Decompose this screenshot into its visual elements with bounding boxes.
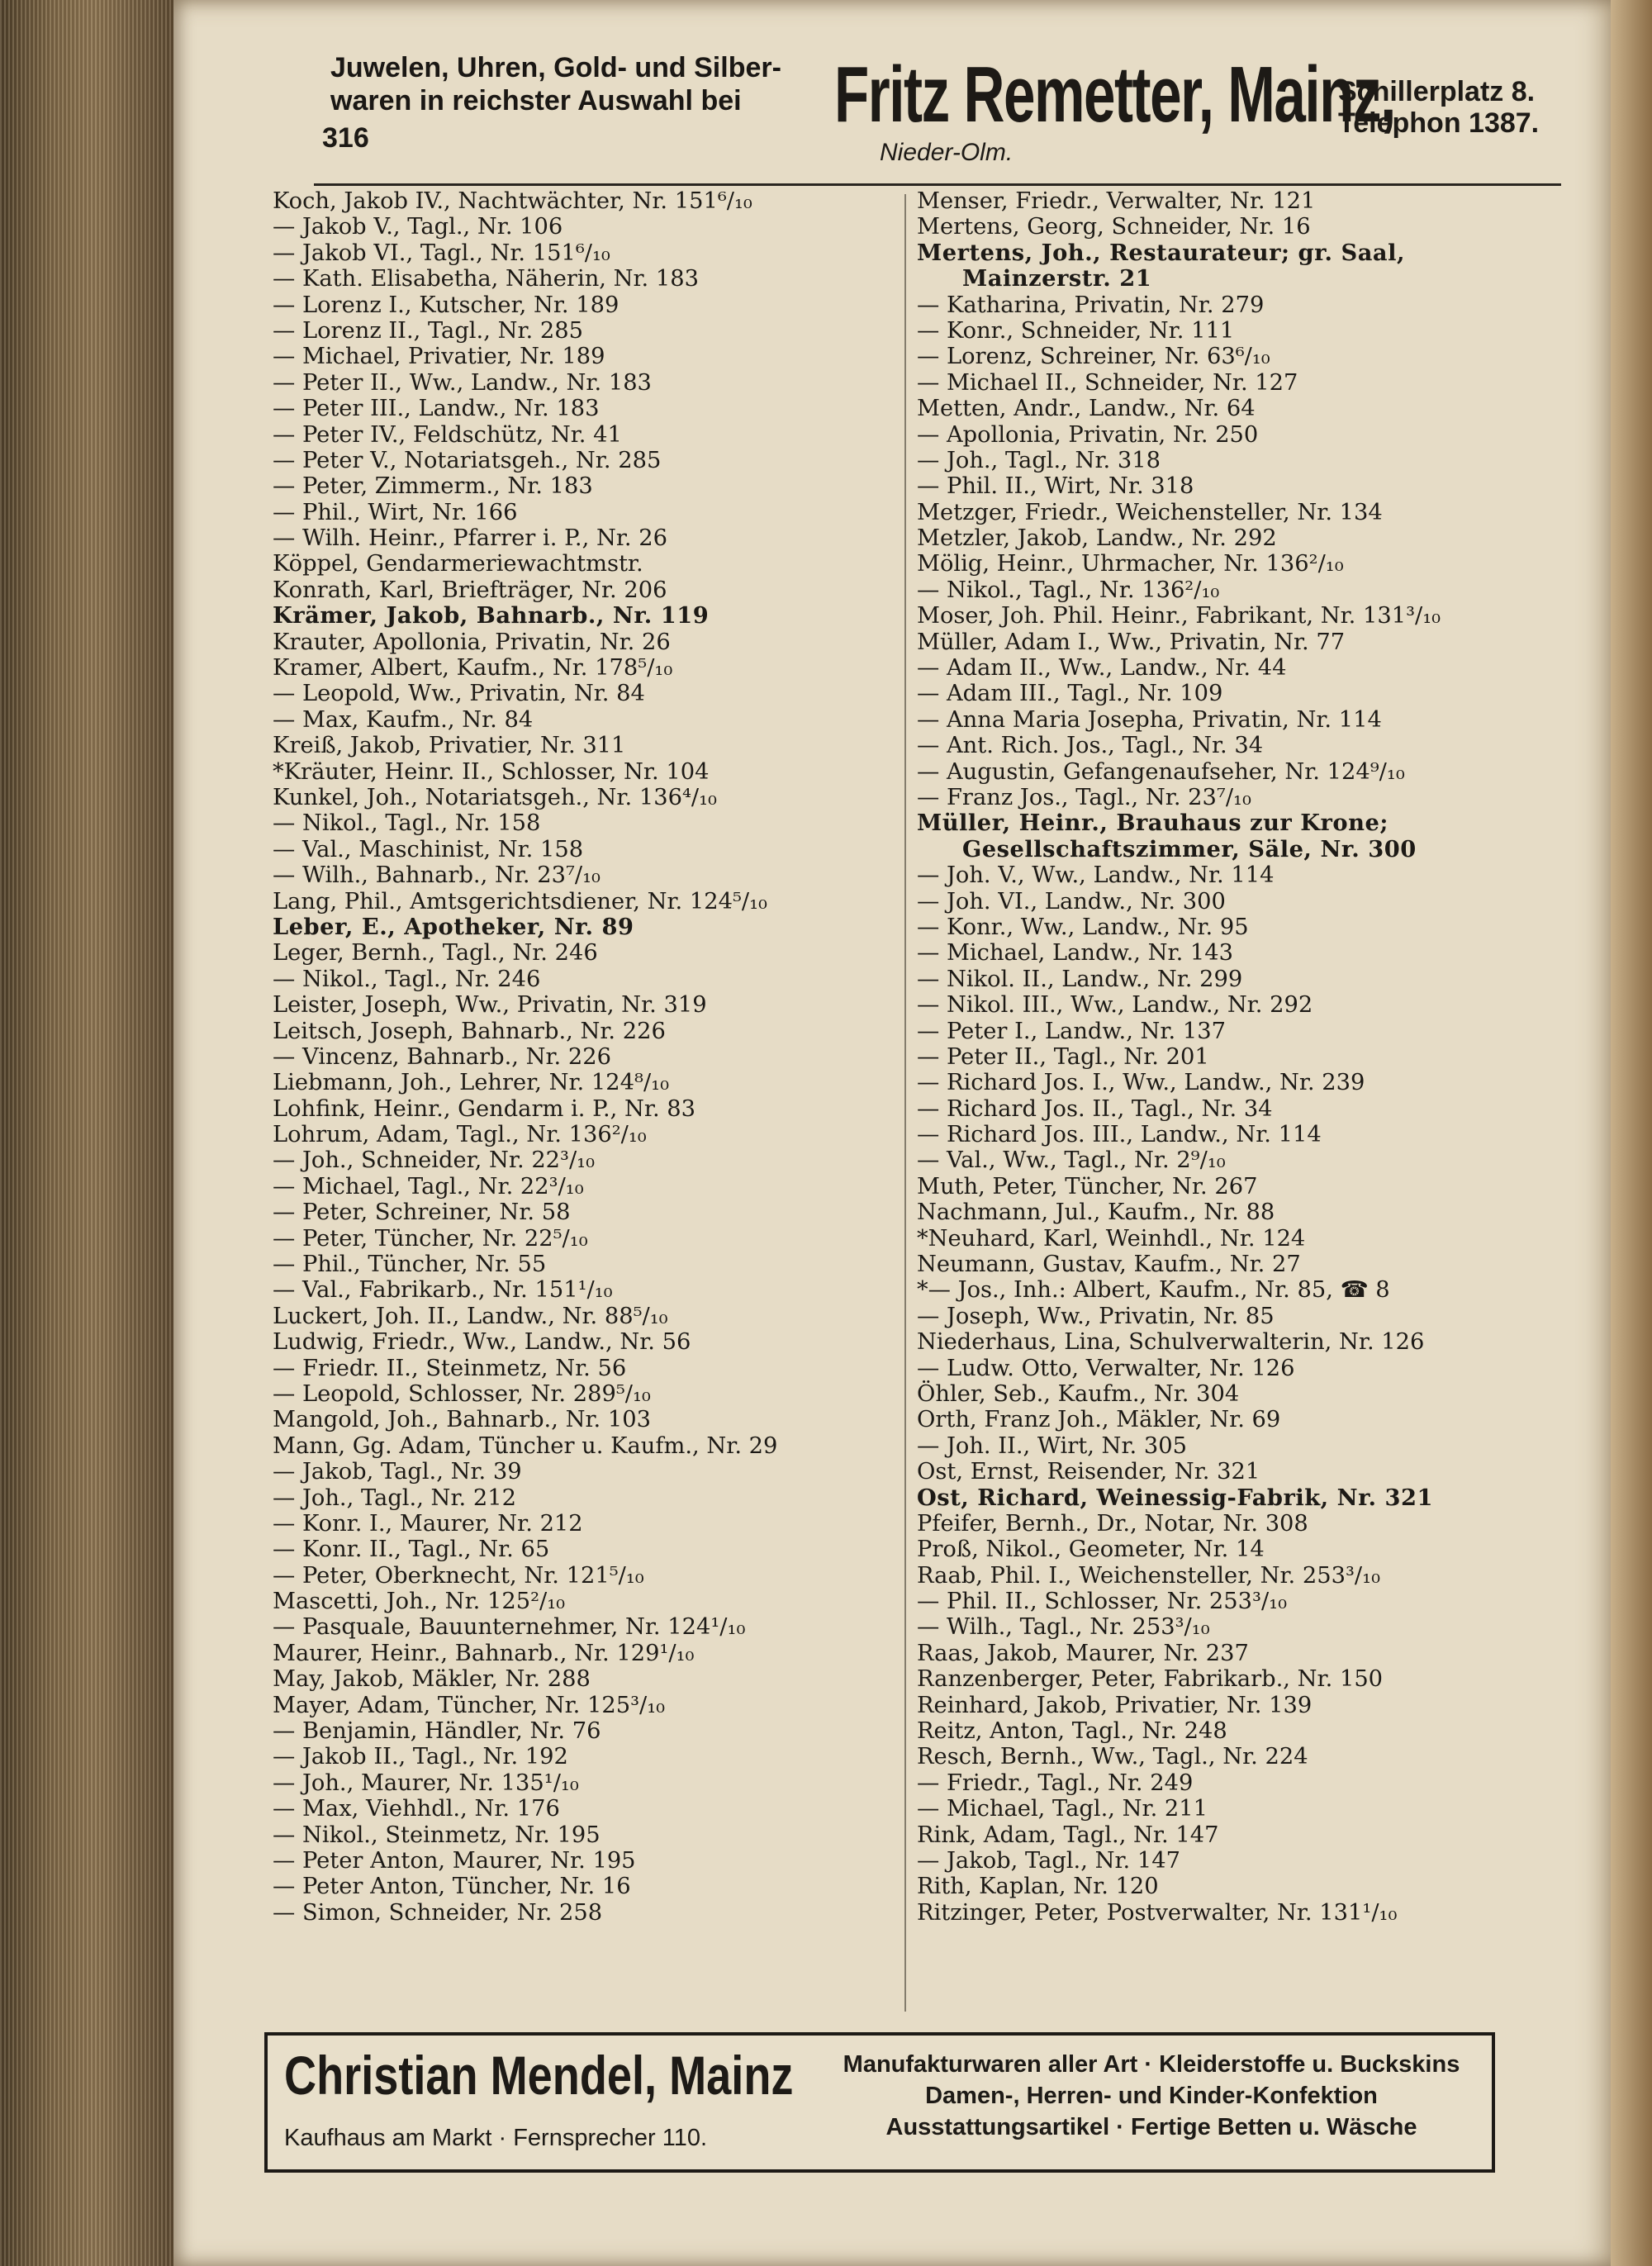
directory-entry: — Kath. Elisabetha, Näherin, Nr. 183: [273, 266, 700, 292]
directory-entry: Leber, E., Apotheker, Nr. 89: [273, 913, 634, 940]
directory-entry: — Max, Kaufm., Nr. 84: [273, 706, 534, 733]
directory-entry: — Simon, Schneider, Nr. 258: [273, 1899, 603, 1926]
directory-entry: Reitz, Anton, Tagl., Nr. 248: [917, 1718, 1227, 1745]
directory-entry: — Ant. Rich. Jos., Tagl., Nr. 34: [917, 733, 1264, 759]
directory-entry: — Pasquale, Bauunternehmer, Nr. 124¹/₁₀: [273, 1614, 746, 1641]
directory-entry: — Katharina, Privatin, Nr. 279: [917, 292, 1265, 318]
header-subtitle: Nieder-Olm.: [880, 139, 1014, 166]
directory-entry: Nachmann, Jul., Kaufm., Nr. 88: [917, 1200, 1275, 1226]
directory-entry: *Neuhard, Karl, Weinhdl., Nr. 124: [917, 1225, 1306, 1252]
directory-entry: Ludwig, Friedr., Ww., Landw., Nr. 56: [273, 1329, 691, 1356]
book-gutter: [0, 0, 173, 2266]
directory-entry: Luckert, Joh. II., Landw., Nr. 88⁵/₁₀: [273, 1303, 668, 1329]
directory-entry: — Max, Viehhdl., Nr. 176: [273, 1796, 560, 1822]
directory-entry: — Konr., Ww., Landw., Nr. 95: [917, 914, 1249, 940]
directory-entry: — Peter, Tüncher, Nr. 22⁵/₁₀: [273, 1225, 588, 1252]
directory-entry: Leister, Joseph, Ww., Privatin, Nr. 319: [273, 992, 707, 1019]
directory-entry: Menser, Friedr., Verwalter, Nr. 121: [917, 188, 1316, 214]
directory-entry: — Michael, Tagl., Nr. 211: [917, 1796, 1208, 1822]
directory-entry: Kramer, Albert, Kaufm., Nr. 178⁵/₁₀: [273, 655, 673, 682]
directory-entry: — Richard Jos. I., Ww., Landw., Nr. 239: [917, 1070, 1365, 1096]
directory-entry: Lohrum, Adam, Tagl., Nr. 136²/₁₀: [273, 1122, 647, 1148]
directory-entry: — Michael, Privatier, Nr. 189: [273, 344, 605, 370]
directory-entry: — Peter, Zimmerm., Nr. 183: [273, 473, 593, 500]
directory-entry: — Jakob II., Tagl., Nr. 192: [273, 1744, 568, 1770]
directory-entry: Kunkel, Joh., Notariatsgeh., Nr. 136⁴/₁₀: [273, 784, 717, 810]
directory-entry: — Val., Maschinist, Nr. 158: [273, 836, 584, 862]
directory-entry: — Jakob, Tagl., Nr. 39: [273, 1459, 522, 1485]
directory-entry: Mangold, Joh., Bahnarb., Nr. 103: [273, 1407, 651, 1433]
directory-entry: Mayer, Adam, Tüncher, Nr. 125³/₁₀: [273, 1692, 666, 1718]
directory-entry: — Peter Anton, Tüncher, Nr. 16: [273, 1874, 631, 1900]
directory-entry: Gesellschaftszimmer, Säle, Nr. 300: [962, 835, 1417, 862]
directory-entry: — Adam II., Ww., Landw., Nr. 44: [917, 655, 1287, 682]
directory-entry: — Konr. II., Tagl., Nr. 65: [273, 1537, 550, 1563]
directory-entry: Raab, Phil. I., Weichensteller, Nr. 253³/₁₀: [917, 1562, 1381, 1589]
directory-entry: — Joh., Tagl., Nr. 318: [917, 447, 1161, 473]
directory-entry: — Augustin, Gefangenaufseher, Nr. 124⁹/₁₀: [917, 758, 1405, 785]
directory-entry: Leitsch, Joseph, Bahnarb., Nr. 226: [273, 1018, 666, 1044]
directory-entry: — Phil., Tüncher, Nr. 55: [273, 1252, 547, 1278]
directory-entry: — Phil., Wirt, Nr. 166: [273, 499, 518, 525]
directory-entry: Maurer, Heinr., Bahnarb., Nr. 129¹/₁₀: [273, 1640, 695, 1666]
directory-entry: Metzler, Jakob, Landw., Nr. 292: [917, 525, 1277, 552]
directory-entry: Ritzinger, Peter, Postverwalter, Nr. 131¹/₁₀: [917, 1899, 1398, 1926]
directory-entry: — Peter II., Tagl., Nr. 201: [917, 1043, 1209, 1070]
directory-entry: Kreiß, Jakob, Privatier, Nr. 311: [273, 733, 626, 759]
directory-entry: — Peter, Schreiner, Nr. 58: [273, 1200, 571, 1226]
directory-entry: Konrath, Karl, Briefträger, Nr. 206: [273, 577, 667, 603]
directory-entry: — Lorenz, Schreiner, Nr. 63⁶/₁₀: [917, 344, 1270, 370]
directory-entry: — Phil. II., Schlosser, Nr. 253³/₁₀: [917, 1589, 1288, 1615]
header-ad-line2: waren in reichster Auswahl bei: [330, 85, 742, 116]
directory-entry: — Joh. V., Ww., Landw., Nr. 114: [917, 862, 1275, 889]
directory-entry: — Leopold, Ww., Privatin, Nr. 84: [273, 681, 645, 707]
directory-entry: — Joh. II., Wirt, Nr. 305: [917, 1432, 1187, 1459]
directory-entry: — Konr., Schneider, Nr. 111: [917, 317, 1235, 344]
directory-entry: — Nikol. III., Ww., Landw., Nr. 292: [917, 992, 1313, 1019]
directory-entry: Rith, Kaplan, Nr. 120: [917, 1874, 1159, 1900]
directory-entry: Ranzenberger, Peter, Fabrikarb., Nr. 150: [917, 1666, 1384, 1693]
directory-entry: — Joh., Tagl., Nr. 212: [273, 1485, 516, 1511]
ad-products-line3: Ausstattungsartikel · Fertige Betten u. Wäsche: [885, 2114, 1417, 2140]
header-divider: [314, 183, 1561, 186]
directory-entry: — Jakob V., Tagl., Nr. 106: [273, 214, 563, 240]
directory-entry: — Lorenz II., Tagl., Nr. 285: [273, 317, 583, 344]
directory-entry: — Apollonia, Privatin, Nr. 250: [917, 421, 1259, 448]
directory-entry: Rink, Adam, Tagl., Nr. 147: [917, 1822, 1219, 1848]
page-number: 316: [322, 122, 369, 154]
directory-entry: — Ludw. Otto, Verwalter, Nr. 126: [917, 1355, 1295, 1381]
directory-entry: — Richard Jos. II., Tagl., Nr. 34: [917, 1095, 1273, 1122]
directory-entry: Mainzerstr. 21: [962, 265, 1152, 292]
directory-entry: Lang, Phil., Amtsgerichtsdiener, Nr. 124⁵/₁₀: [273, 888, 767, 914]
directory-entry: Leger, Bernh., Tagl., Nr. 246: [273, 940, 598, 967]
directory-entry: — Joh., Schneider, Nr. 22³/₁₀: [273, 1147, 596, 1174]
directory-entry: — Vincenz, Bahnarb., Nr. 226: [273, 1043, 611, 1070]
directory-entry: — Konr. I., Maurer, Nr. 212: [273, 1510, 583, 1537]
directory-entry: Mann, Gg. Adam, Tüncher u. Kaufm., Nr. 29: [273, 1432, 778, 1459]
directory-column-right: [917, 188, 1561, 1926]
directory-entry: — Peter Anton, Maurer, Nr. 195: [273, 1848, 636, 1874]
directory-entry: Raas, Jakob, Maurer, Nr. 237: [917, 1640, 1249, 1666]
directory-entry: Reinhard, Jakob, Privatier, Nr. 139: [917, 1692, 1313, 1718]
ad-products-line1: Manufakturwaren aller Art · Kleiderstoffe u. Buckskins: [843, 2051, 1460, 2078]
header-ad-line1: Juwelen, Uhren, Gold- und Silber-: [330, 52, 781, 83]
directory-entry: Resch, Bernh., Ww., Tagl., Nr. 224: [917, 1744, 1308, 1770]
directory-entry: Öhler, Seb., Kaufm., Nr. 304: [917, 1380, 1240, 1407]
directory-entry: — Adam III., Tagl., Nr. 109: [917, 681, 1223, 707]
directory-entry: Moser, Joh. Phil. Heinr., Fabrikant, Nr. 131³/₁₀: [917, 603, 1441, 629]
header-jeweler-ad: [330, 51, 826, 117]
directory-entry: Orth, Franz Joh., Mäkler, Nr. 69: [917, 1407, 1281, 1433]
directory-entry: — Jakob VI., Tagl., Nr. 151⁶/₁₀: [273, 240, 610, 266]
directory-entry: Mertens, Georg, Schneider, Nr. 16: [917, 214, 1311, 240]
directory-entry: — Peter, Oberknecht, Nr. 121⁵/₁₀: [273, 1562, 644, 1589]
directory-entry: Müller, Heinr., Brauhaus zur Krone;: [917, 810, 1389, 837]
directory-entry: — Leopold, Schlosser, Nr. 289⁵/₁₀: [273, 1380, 651, 1407]
directory-entry: Koch, Jakob IV., Nachtwächter, Nr. 151⁶/₁₀: [273, 188, 752, 214]
directory-entry: Mertens, Joh., Restaurateur; gr. Saal,: [917, 239, 1405, 266]
directory-entry: Müller, Adam I., Ww., Privatin, Nr. 77: [917, 629, 1346, 655]
directory-entry: — Wilh., Bahnarb., Nr. 23⁷/₁₀: [273, 862, 601, 889]
directory-entry: — Peter V., Notariatsgeh., Nr. 285: [273, 447, 662, 473]
directory-entry: — Nikol., Tagl., Nr. 136²/₁₀: [917, 577, 1220, 603]
directory-column-left: [273, 188, 900, 1926]
directory-entry: Lohfink, Heinr., Gendarm i. P., Nr. 83: [273, 1095, 696, 1122]
directory-entry: — Benjamin, Händler, Nr. 76: [273, 1718, 601, 1745]
directory-entry: — Joh., Maurer, Nr. 135¹/₁₀: [273, 1770, 579, 1796]
header-contact: [1338, 76, 1602, 139]
directory-entry: — Wilh. Heinr., Pfarrer i. P., Nr. 26: [273, 525, 667, 552]
directory-entry: — Lorenz I., Kutscher, Nr. 189: [273, 292, 620, 318]
directory-entry: *Kräuter, Heinr. II., Schlosser, Nr. 104: [273, 758, 710, 785]
directory-entry: — Michael, Tagl., Nr. 22³/₁₀: [273, 1173, 584, 1200]
directory-entry: — Michael II., Schneider, Nr. 127: [917, 369, 1298, 396]
directory-entry: — Peter IV., Feldschütz, Nr. 41: [273, 421, 622, 448]
ad-products: [821, 2049, 1482, 2143]
header-phone: Telephon 1387.: [1338, 107, 1540, 139]
directory-entry: May, Jakob, Mäkler, Nr. 288: [273, 1666, 591, 1693]
directory-entry: Proß, Nikol., Geometer, Nr. 14: [917, 1537, 1265, 1563]
directory-entry: Ost, Ernst, Reisender, Nr. 321: [917, 1459, 1260, 1485]
directory-entry: — Nikol. II., Landw., Nr. 299: [917, 966, 1243, 992]
directory-entry: — Peter I., Landw., Nr. 137: [917, 1018, 1226, 1044]
directory-entry: — Joh. VI., Landw., Nr. 300: [917, 888, 1226, 914]
directory-entry: — Joseph, Ww., Privatin, Nr. 85: [917, 1303, 1275, 1329]
header-address: Schillerplatz 8.: [1338, 76, 1536, 107]
header-brand: Fritz Remetter, Mainz,: [834, 50, 1395, 139]
directory-entry: — Wilh., Tagl., Nr. 253³/₁₀: [917, 1614, 1210, 1641]
ad-company-name: Christian Mendel, Mainz: [284, 2045, 794, 2106]
directory-entry: — Nikol., Tagl., Nr. 246: [273, 966, 541, 992]
directory-entry: Liebmann, Joh., Lehrer, Nr. 124⁸/₁₀: [273, 1070, 670, 1096]
directory-entry: — Jakob, Tagl., Nr. 147: [917, 1848, 1180, 1874]
directory-entry: *— Jos., Inh.: Albert, Kaufm., Nr. 85, ☎ 8: [917, 1277, 1390, 1304]
column-divider: [904, 194, 906, 2012]
directory-entry: — Anna Maria Josepha, Privatin, Nr. 114: [917, 706, 1382, 733]
directory-entry: — Michael, Landw., Nr. 143: [917, 940, 1234, 967]
directory-entry: Muth, Peter, Tüncher, Nr. 267: [917, 1173, 1258, 1200]
ad-products-line2: Damen-, Herren- und Kinder-Konfektion: [925, 2083, 1378, 2109]
page-edge: [1611, 0, 1652, 2266]
directory-entry: — Val., Fabrikarb., Nr. 151¹/₁₀: [273, 1277, 613, 1304]
directory-entry: — Friedr., Tagl., Nr. 249: [917, 1770, 1194, 1796]
directory-entry: — Phil. II., Wirt, Nr. 318: [917, 473, 1194, 500]
directory-entry: — Peter II., Ww., Landw., Nr. 183: [273, 369, 652, 396]
directory-entry: Krämer, Jakob, Bahnarb., Nr. 119: [273, 602, 710, 629]
ad-address: Kaufhaus am Markt · Fernsprecher 110.: [284, 2125, 708, 2151]
directory-entry: Neumann, Gustav, Kaufm., Nr. 27: [917, 1252, 1301, 1278]
directory-entry: — Franz Jos., Tagl., Nr. 23⁷/₁₀: [917, 784, 1251, 810]
directory-entry: — Richard Jos. III., Landw., Nr. 114: [917, 1122, 1322, 1148]
directory-entry: — Friedr. II., Steinmetz, Nr. 56: [273, 1355, 627, 1381]
directory-entry: Krauter, Apollonia, Privatin, Nr. 26: [273, 629, 671, 655]
directory-entry: Pfeifer, Bernh., Dr., Notar, Nr. 308: [917, 1510, 1308, 1537]
directory-entry: Ost, Richard, Weinessig-Fabrik, Nr. 321: [917, 1484, 1433, 1511]
footer-advertisement: [264, 2032, 1495, 2173]
directory-entry: — Nikol., Tagl., Nr. 158: [273, 810, 541, 837]
directory-entry: Niederhaus, Lina, Schulverwalterin, Nr. 126: [917, 1329, 1425, 1356]
directory-entry: — Nikol., Steinmetz, Nr. 195: [273, 1822, 601, 1848]
directory-entry: Metten, Andr., Landw., Nr. 64: [917, 396, 1256, 422]
directory-entry: — Peter III., Landw., Nr. 183: [273, 396, 600, 422]
directory-entry: Mascetti, Joh., Nr. 125²/₁₀: [273, 1589, 566, 1615]
directory-entry: — Val., Ww., Tagl., Nr. 2⁹/₁₀: [917, 1147, 1226, 1174]
directory-entry: Köppel, Gendarmeriewachtmstr.: [273, 551, 643, 577]
directory-entry: Metzger, Friedr., Weichensteller, Nr. 134: [917, 499, 1383, 525]
directory-entry: Mölig, Heinr., Uhrmacher, Nr. 136²/₁₀: [917, 551, 1344, 577]
